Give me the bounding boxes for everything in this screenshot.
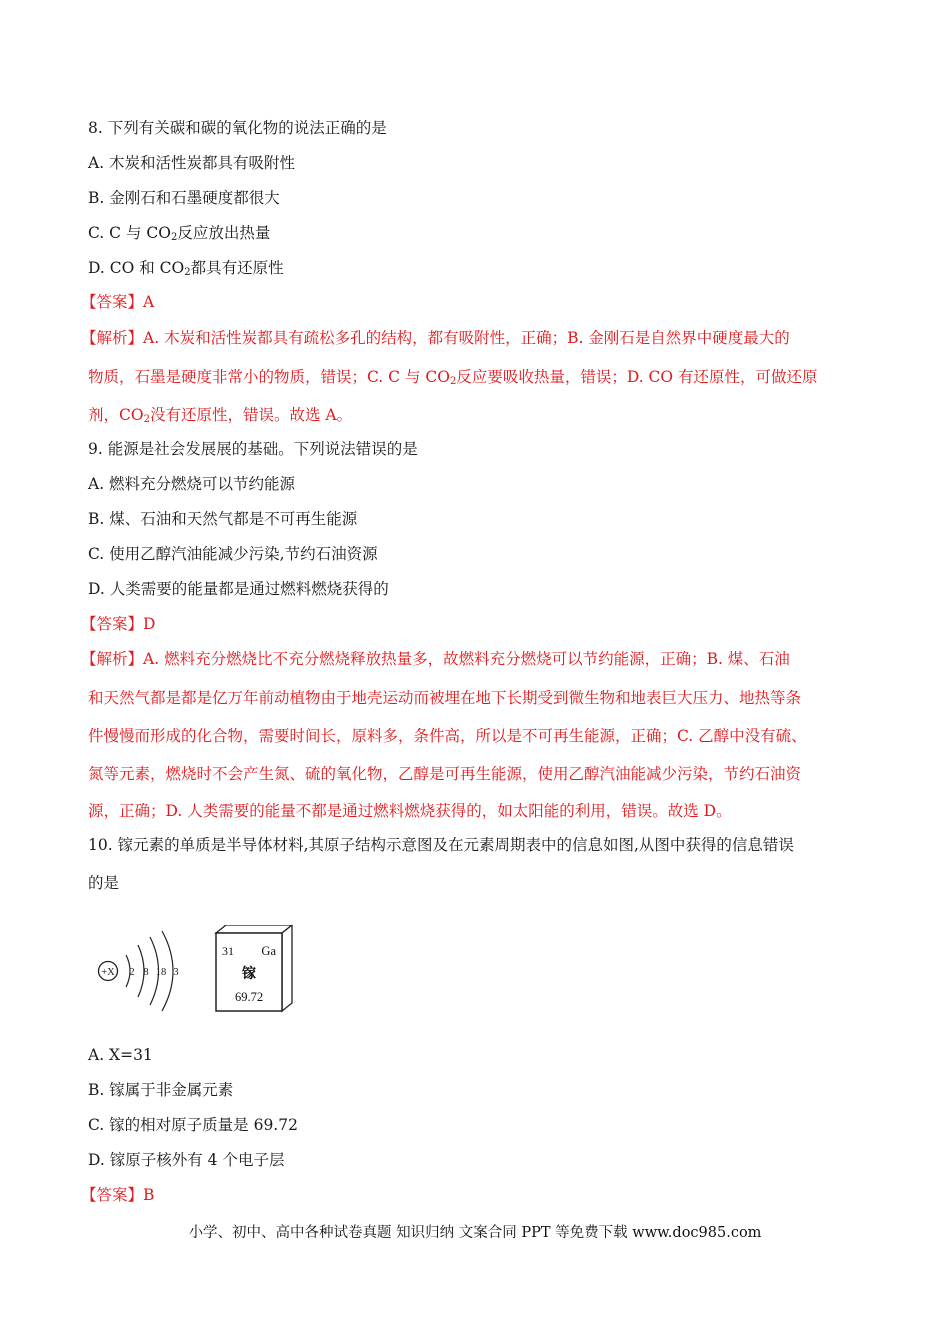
- periodic-table-cell: [216, 925, 292, 1011]
- q10-stem-line-2: 的是: [88, 874, 120, 892]
- q8-analysis-line-1: 【解析】A. 木炭和活性炭都具有疏松多孔的结构，都有吸附性，正确；B. 金刚石是自然界中硬度最大的: [81, 329, 790, 347]
- q10-option-b: B. 镓属于非金属元素: [88, 1081, 234, 1099]
- shell-electrons-2: 8: [143, 967, 149, 978]
- q9-stem: 9. 能源是社会发展展的基础。下列说法错误的是: [88, 440, 418, 458]
- q8-answer: [81, 291, 154, 313]
- q8-analysis-line-3: 剂，$CO_2$没有还原性，错误。故选 A。: [88, 406, 353, 425]
- q9-option-a: A. 燃料充分燃烧可以节约能源: [88, 475, 296, 493]
- shell-electrons-1: 2: [129, 967, 135, 978]
- analysis-label: 【解析】: [81, 650, 144, 668]
- page-footer: 小学、初中、高中各种试卷真题 知识归纳 文案合同 PPT 等免费下载 www.doc985.com: [188, 1225, 762, 1241]
- answer-value: A: [143, 293, 155, 311]
- answer-label: 【答案】: [81, 615, 144, 633]
- nucleus-label: +X: [101, 967, 115, 978]
- q9-option-d: D. 人类需要的能量都是通过燃料燃烧获得的: [88, 580, 389, 598]
- gallium-figure: [90, 925, 330, 1025]
- shell-electrons-4: 3: [173, 967, 179, 978]
- q9-analysis-line-4: 氮等元素，燃烧时不会产生氮、硫的氧化物，乙醇是可再生能源，使用乙醇汽油能减少污染，节约石油资: [88, 765, 802, 783]
- q10-option-c: C. 镓的相对原子质量是 69.72: [88, 1116, 298, 1134]
- q10-answer: [81, 1184, 154, 1206]
- q10-option-a: A. X=31: [88, 1046, 153, 1064]
- q8-option-b: B. 金刚石和石墨硬度都很大: [88, 189, 280, 207]
- element-name: 镓: [242, 966, 256, 982]
- answer-label: 【答案】: [81, 1186, 144, 1204]
- atomic-mass: 69.72: [234, 990, 264, 1004]
- q9-option-c: C. 使用乙醇汽油能减少污染,节约石油资源: [88, 545, 378, 563]
- atomic-number: 31: [222, 944, 234, 958]
- answer-value: D: [143, 615, 156, 633]
- q10-stem-line-1: 10. 镓元素的单质是半导体材料,其原子结构示意图及在元素周期表中的信息如图,从图中获得的信息错误: [88, 836, 794, 854]
- analysis-label: 【解析】: [81, 329, 144, 347]
- element-symbol: Ga: [261, 944, 276, 958]
- q8-option-c: C. C 与 $CO_2$反应放出热量: [88, 224, 271, 243]
- answer-value: B: [143, 1186, 155, 1204]
- atom-structure-diagram: [99, 931, 179, 1011]
- shell-electrons-3: 18: [155, 967, 167, 978]
- q8-stem: 8. 下列有关碳和碳的氧化物的说法正确的是: [88, 119, 387, 137]
- q9-analysis-line-2: 和天然气都是都是亿万年前动植物由于地壳运动而被埋在地下长期受到微生物和地表巨大压力、地热等条: [88, 689, 802, 707]
- q9-analysis-line-3: 件慢慢而形成的化合物，需要时间长，原料多，条件高，所以是不可再生能源，正确；C. 乙醇中没有硫、: [88, 727, 807, 745]
- q9-analysis-line-1: 【解析】A. 燃料充分燃烧比不充分燃烧释放热量多，故燃料充分燃烧可以节约能源，正确；B. 煤、石油: [81, 650, 790, 668]
- q10-option-d: D. 镓原子核外有 4 个电子层: [88, 1151, 285, 1169]
- q8-analysis-line-2: 物质，石墨是硬度非常小的物质，错误；C. C 与 $CO_2$反应要吸收热量，错误；D. CO 有还原性，可做还原: [88, 368, 818, 387]
- q9-option-b: B. 煤、石油和天然气都是不可再生能源: [88, 510, 358, 528]
- answer-label: 【答案】: [81, 293, 144, 311]
- q8-option-a: A. 木炭和活性炭都具有吸附性: [88, 154, 296, 172]
- q9-answer: [81, 613, 155, 635]
- q9-analysis-line-5: 源，正确；D. 人类需要的能量不都是通过燃料燃烧获得的，如太阳能的利用，错误。故选 D。: [88, 802, 732, 820]
- q8-option-d: D. CO 和 $CO_2$都具有还原性: [88, 259, 284, 278]
